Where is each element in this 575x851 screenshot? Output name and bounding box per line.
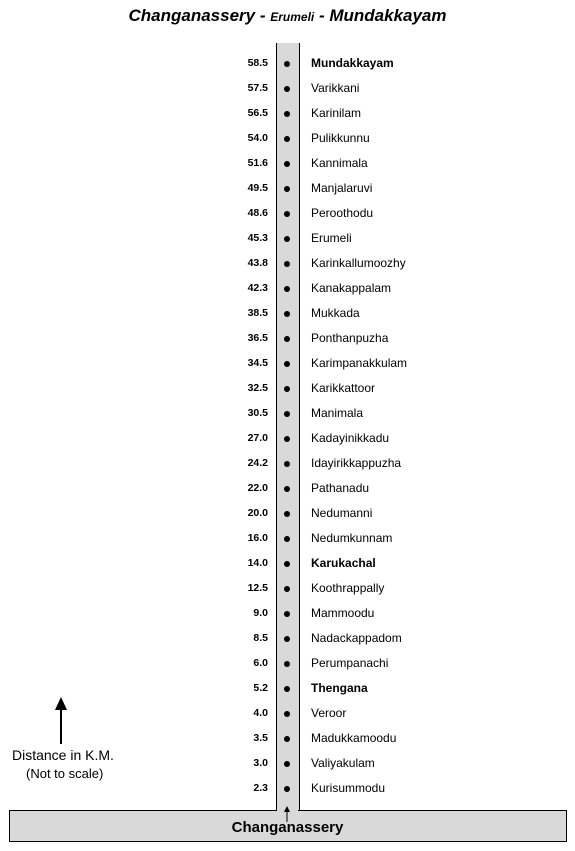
stop-name: Karinilam bbox=[311, 106, 362, 120]
stop-name: Peroothodu bbox=[311, 206, 374, 220]
stop-distance: 27.0 bbox=[247, 432, 268, 444]
stop-distance: 32.5 bbox=[247, 382, 268, 394]
stop-name: Karukachal bbox=[311, 556, 376, 570]
stop-distance: 20.0 bbox=[247, 507, 268, 519]
stop-name: Thengana bbox=[311, 681, 368, 695]
origin-label: Changanassery bbox=[231, 819, 344, 836]
stop-name: Mundakkayam bbox=[311, 56, 394, 70]
stop-distance: 36.5 bbox=[247, 332, 268, 344]
stop-name: Kanakappalam bbox=[311, 281, 392, 295]
stop-name: Madukkamoodu bbox=[311, 731, 397, 745]
title-part-start: Changanassery - bbox=[128, 6, 271, 25]
title-part-end: - Mundakkayam bbox=[314, 6, 447, 25]
legend-distance: Distance in K.M. bbox=[12, 747, 114, 763]
stop-distance: 56.5 bbox=[247, 107, 268, 119]
scale-arrow-icon bbox=[55, 697, 67, 744]
stop-distance: 4.0 bbox=[253, 707, 268, 719]
stop-name: Pathanadu bbox=[311, 481, 370, 495]
stop-name: Nadackappadom bbox=[311, 631, 402, 645]
stop-distance: 34.5 bbox=[247, 357, 268, 369]
stop-name: Mammoodu bbox=[311, 606, 375, 620]
stop-distance: 12.5 bbox=[247, 582, 268, 594]
stop-name: Varikkani bbox=[311, 81, 360, 95]
stop-distance: 3.0 bbox=[253, 757, 268, 769]
stop-name: Nedumanni bbox=[311, 506, 373, 520]
stop-name: Kannimala bbox=[311, 156, 368, 170]
stop-distance: 9.0 bbox=[253, 607, 268, 619]
stop-distance: 48.6 bbox=[247, 207, 268, 219]
stop-distance: 57.5 bbox=[247, 82, 268, 94]
stop-name: Veroor bbox=[311, 706, 347, 720]
stop-distance: 43.8 bbox=[247, 257, 268, 269]
stop-distance: 38.5 bbox=[247, 307, 268, 319]
stop-name: Mukkada bbox=[311, 306, 360, 320]
stop-distance: 3.5 bbox=[253, 732, 268, 744]
stop-distance: 8.5 bbox=[253, 632, 268, 644]
stop-name: Kurisummodu bbox=[311, 781, 386, 795]
legend-scale-note: (Not to scale) bbox=[26, 766, 104, 781]
stop-name: Manjalaruvi bbox=[311, 181, 373, 195]
stop-distance: 54.0 bbox=[247, 132, 268, 144]
stop-distance: 45.3 bbox=[247, 232, 268, 244]
stop-distance: 2.3 bbox=[253, 782, 268, 794]
stop-distance: 42.3 bbox=[247, 282, 268, 294]
stop-name: Ponthanpuzha bbox=[311, 331, 389, 345]
stop-distance: 51.6 bbox=[247, 157, 268, 169]
stop-distance: 24.2 bbox=[247, 457, 268, 469]
stop-distance: 58.5 bbox=[247, 57, 268, 69]
stop-name: Manimala bbox=[311, 406, 364, 420]
stop-name: Karinkallumoozhy bbox=[311, 256, 406, 270]
stop-distance: 16.0 bbox=[247, 532, 268, 544]
stop-name: Erumeli bbox=[311, 231, 352, 245]
stop-distance: 22.0 bbox=[247, 482, 268, 494]
stop-distance: 5.2 bbox=[253, 682, 268, 694]
stop-name: Idayirikkappuzha bbox=[311, 456, 402, 470]
stop-name: Kadayinikkadu bbox=[311, 431, 390, 445]
stop-name: Perumpanachi bbox=[311, 656, 389, 670]
origin-arrow-icon bbox=[284, 806, 290, 822]
title-part-middle: Erumeli bbox=[270, 10, 315, 24]
stop-name: Karikkattoor bbox=[311, 381, 376, 395]
stop-name: Nedumkunnam bbox=[311, 531, 393, 545]
stop-name: Koothrappally bbox=[311, 581, 385, 595]
stop-name: Karimpanakkulam bbox=[311, 356, 408, 370]
stop-distance: 30.5 bbox=[247, 407, 268, 419]
stop-name: Pulikkunnu bbox=[311, 131, 370, 145]
stop-distance: 14.0 bbox=[247, 557, 268, 569]
stop-distance: 49.5 bbox=[247, 182, 268, 194]
stop-name: Valiyakulam bbox=[311, 756, 375, 770]
stop-distance: 6.0 bbox=[253, 657, 268, 669]
